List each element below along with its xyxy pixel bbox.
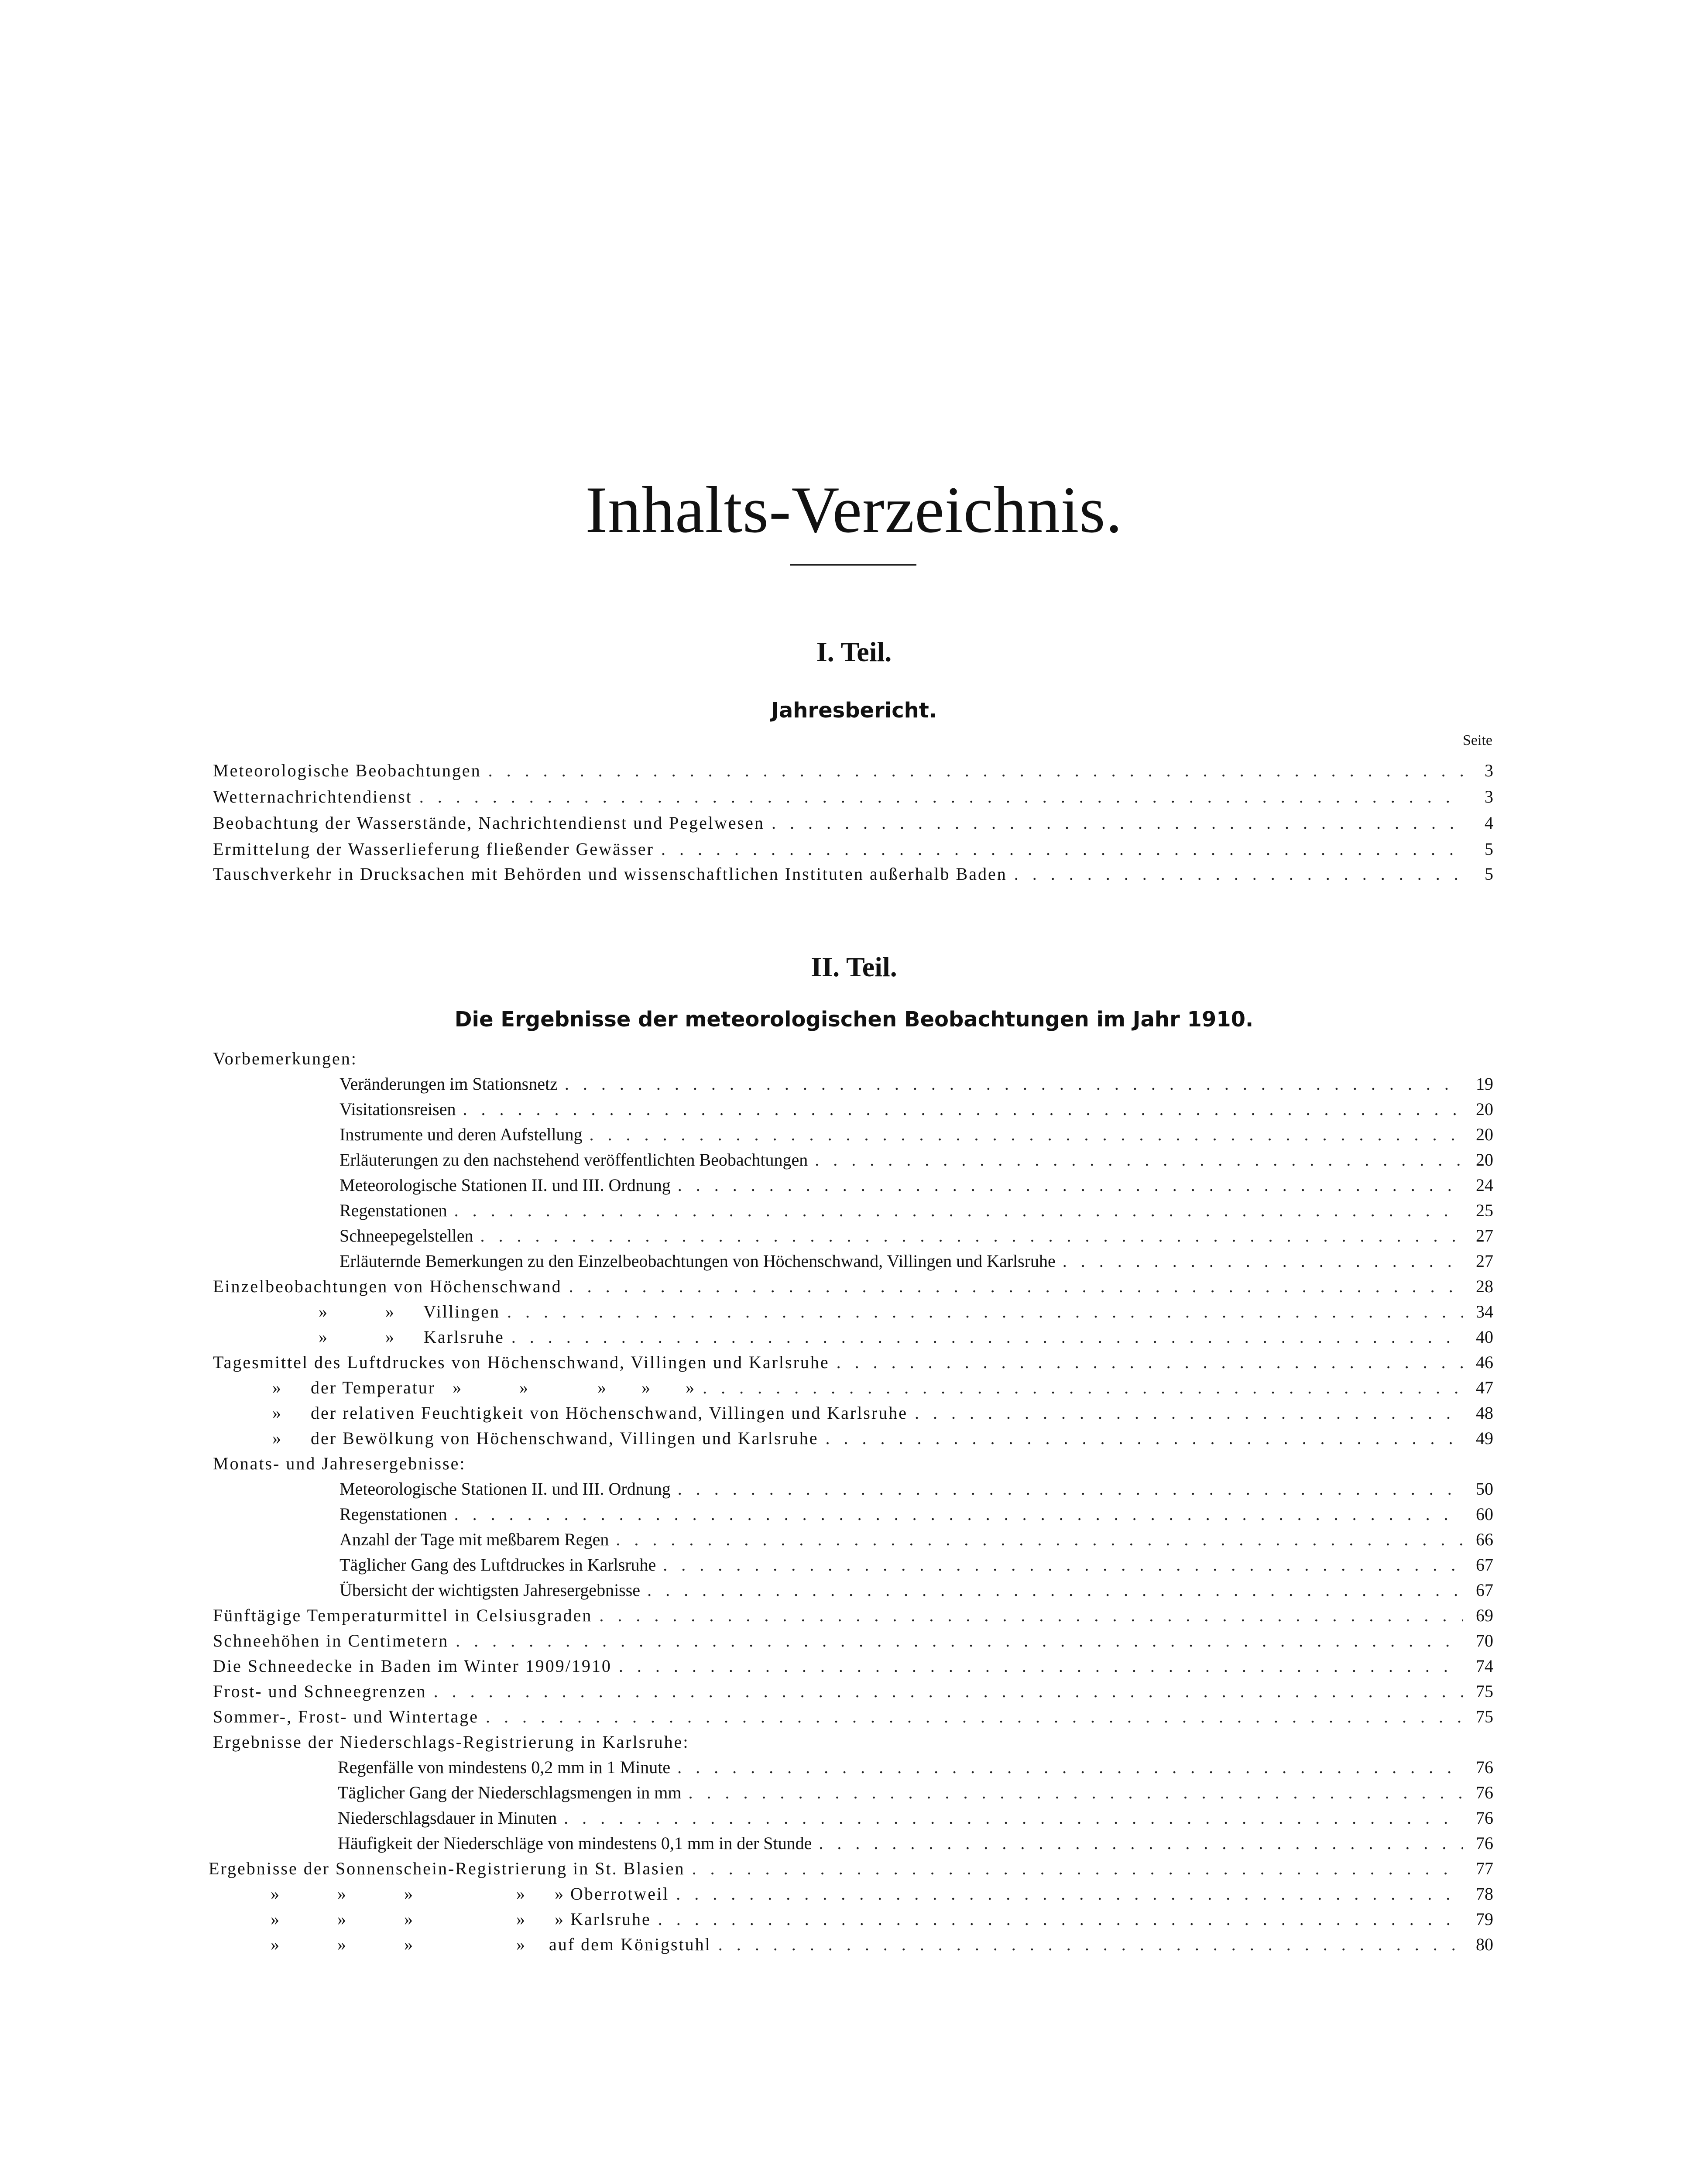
toc-group-heading bbox=[213, 1451, 1493, 1476]
part1-heading: I. Teil. bbox=[816, 636, 892, 667]
toc-entry-label: Veränderungen im Stationsnetz bbox=[340, 1074, 558, 1094]
toc-entry-label: Regenstationen bbox=[340, 1504, 447, 1524]
toc-entry-page: 74 bbox=[1476, 1656, 1493, 1676]
toc-entry-page: 46 bbox=[1476, 1352, 1493, 1372]
toc-entry-label: Wetternachrichtendienst bbox=[213, 787, 412, 806]
toc-entry-label: Täglicher Gang des Luftdruckes in Karlsruhe bbox=[340, 1555, 656, 1575]
toc-entry bbox=[272, 1376, 1493, 1400]
toc-entry-page: 5 bbox=[1485, 864, 1493, 884]
dot-leader bbox=[692, 1856, 1463, 1881]
toc-entry bbox=[340, 1122, 1493, 1147]
toc-entry-page: 75 bbox=[1476, 1707, 1493, 1726]
toc-entry-page: 47 bbox=[1476, 1378, 1493, 1397]
toc-entry bbox=[338, 1755, 1493, 1780]
toc-entry-label: Instrumente und deren Aufstellung bbox=[340, 1125, 583, 1144]
toc-entry-label: Ermittelung der Wasserlieferung fließender Gewässer bbox=[213, 839, 654, 859]
toc-entry bbox=[319, 1325, 1493, 1349]
toc-entry-label: Sommer-, Frost- und Wintertage bbox=[213, 1707, 479, 1726]
toc-entry bbox=[338, 1781, 1493, 1805]
toc-entry-page: 34 bbox=[1476, 1302, 1493, 1321]
dot-leader bbox=[819, 1831, 1463, 1856]
toc-entry-label: » » » » » Karlsruhe bbox=[271, 1909, 651, 1929]
dot-leader bbox=[619, 1654, 1463, 1678]
seite-label: Seite bbox=[1463, 732, 1492, 748]
dot-leader bbox=[486, 1705, 1463, 1729]
toc-entry bbox=[340, 1148, 1493, 1172]
toc-entry-label: Einzelbeobachtungen von Höchenschwand bbox=[213, 1276, 562, 1296]
dot-leader bbox=[676, 1882, 1463, 1906]
toc-entry bbox=[340, 1553, 1493, 1577]
toc-entry-label: » » Karlsruhe bbox=[319, 1327, 504, 1347]
dot-leader bbox=[689, 1781, 1463, 1805]
dot-leader bbox=[564, 1806, 1463, 1830]
dot-leader bbox=[463, 1097, 1463, 1122]
dot-leader bbox=[454, 1198, 1463, 1223]
toc-entry bbox=[213, 837, 1493, 861]
toc-entry bbox=[213, 862, 1493, 886]
toc-entry bbox=[271, 1932, 1493, 1957]
toc-entry-label: Schneehöhen in Centimetern bbox=[213, 1631, 449, 1650]
toc-entry-page: 70 bbox=[1476, 1631, 1493, 1650]
dot-leader bbox=[772, 811, 1463, 835]
dot-leader bbox=[616, 1527, 1463, 1552]
toc-entry-label: Beobachtung der Wasserstände, Nachrichtendienst und Pegelwesen bbox=[213, 813, 765, 833]
toc-group-heading bbox=[213, 1730, 1493, 1754]
toc-entry-page: 24 bbox=[1476, 1175, 1493, 1195]
toc-entry-page: 67 bbox=[1476, 1580, 1493, 1600]
toc-entry-label: Täglicher Gang der Niederschlagsmengen in mm bbox=[338, 1783, 682, 1802]
page-title: Inhalts-Verzeichnis. bbox=[585, 473, 1123, 546]
toc-entry-page: 3 bbox=[1485, 761, 1493, 780]
toc-entry-page: 50 bbox=[1476, 1479, 1493, 1499]
dot-leader bbox=[488, 758, 1463, 783]
dot-leader bbox=[703, 1376, 1463, 1400]
toc-entry-label: Ergebnisse der Niederschlags-Registrierung in Karlsruhe: bbox=[213, 1732, 689, 1752]
toc-entry-page: 49 bbox=[1476, 1428, 1493, 1448]
toc-entry-label: Schneepegelstellen bbox=[340, 1226, 473, 1245]
toc-entry-label: » der Temperatur » » » » » bbox=[272, 1378, 696, 1397]
toc-entry-label: Übersicht der wichtigsten Jahresergebnisse bbox=[340, 1580, 641, 1600]
toc-entry bbox=[340, 1249, 1493, 1273]
toc-entry-page: 67 bbox=[1476, 1555, 1493, 1575]
dot-leader bbox=[599, 1603, 1463, 1628]
toc-entry-label: Meteorologische Beobachtungen bbox=[213, 761, 481, 780]
toc-entry-label: Erläuterungen zu den nachstehend veröffentlichten Beobachtungen bbox=[340, 1150, 808, 1170]
toc-entry bbox=[338, 1806, 1493, 1830]
toc-entry bbox=[213, 1350, 1493, 1375]
toc-entry bbox=[340, 1578, 1493, 1602]
toc-entry-label: Meteorologische Stationen II. und III. Ordnung bbox=[340, 1175, 671, 1195]
toc-entry bbox=[213, 1629, 1493, 1653]
part2-heading: II. Teil. bbox=[811, 951, 897, 982]
toc-entry-page: 79 bbox=[1476, 1909, 1493, 1929]
toc-entry bbox=[272, 1401, 1493, 1425]
toc-entry-page: 19 bbox=[1476, 1074, 1493, 1094]
toc-entry-page: 76 bbox=[1476, 1783, 1493, 1802]
dot-leader bbox=[507, 1300, 1463, 1324]
toc-entry-page: 66 bbox=[1476, 1530, 1493, 1549]
toc-entry-page: 25 bbox=[1476, 1201, 1493, 1220]
toc-entry bbox=[271, 1882, 1493, 1906]
toc-entry bbox=[340, 1198, 1493, 1223]
toc-entry-page: 3 bbox=[1485, 787, 1493, 806]
toc-entry-page: 80 bbox=[1476, 1935, 1493, 1954]
toc-entry bbox=[213, 1705, 1493, 1729]
toc-entry-page: 69 bbox=[1476, 1606, 1493, 1625]
toc-entry-page: 48 bbox=[1476, 1403, 1493, 1423]
dot-leader bbox=[590, 1122, 1463, 1147]
toc-entry-page: 5 bbox=[1485, 839, 1493, 859]
dot-leader bbox=[677, 1755, 1463, 1780]
toc-entry-page: 76 bbox=[1476, 1833, 1493, 1853]
toc-entry bbox=[340, 1097, 1493, 1122]
toc-entry bbox=[340, 1072, 1493, 1096]
toc-entry-label: Erläuternde Bemerkungen zu den Einzelbeobachtungen von Höchenschwand, Villingen und Karlsruhe bbox=[340, 1251, 1056, 1271]
dot-leader bbox=[454, 1502, 1463, 1527]
toc-entry bbox=[338, 1831, 1493, 1856]
toc-entry-page: 20 bbox=[1476, 1150, 1493, 1170]
toc-entry-label: Tagesmittel des Luftdruckes von Höchenschwand, Villingen und Karlsruhe bbox=[213, 1352, 830, 1372]
toc-entry bbox=[213, 758, 1493, 783]
toc-entry bbox=[340, 1527, 1493, 1552]
toc-entry bbox=[340, 1173, 1493, 1197]
toc-entry bbox=[213, 1274, 1493, 1299]
toc-entry-page: 27 bbox=[1476, 1226, 1493, 1245]
dot-leader bbox=[915, 1401, 1463, 1425]
toc-entry bbox=[340, 1224, 1493, 1248]
dot-leader bbox=[678, 1173, 1463, 1197]
toc-group-heading bbox=[213, 1046, 1493, 1071]
toc-entry-label: Regenstationen bbox=[340, 1201, 447, 1220]
toc-entry bbox=[340, 1477, 1493, 1501]
toc-entry-label: Vorbemerkungen: bbox=[213, 1049, 357, 1068]
toc-entry bbox=[213, 1603, 1493, 1628]
toc-entry-label: Häufigkeit der Niederschläge von mindestens 0,1 mm in der Stunde bbox=[338, 1833, 812, 1853]
toc-entry-label: Tauschverkehr in Drucksachen mit Behörden und wissenschaftlichen Instituten außerhalb Baden bbox=[213, 864, 1007, 884]
toc-entry bbox=[213, 1654, 1493, 1678]
dot-leader bbox=[569, 1274, 1463, 1299]
dot-leader bbox=[565, 1072, 1463, 1096]
dot-leader bbox=[434, 1679, 1463, 1704]
toc-entry bbox=[209, 1856, 1493, 1881]
toc-entry-label: » » Villingen bbox=[319, 1302, 500, 1321]
toc-entry-label: Anzahl der Tage mit meßbarem Regen bbox=[340, 1530, 609, 1549]
dot-leader bbox=[826, 1426, 1463, 1451]
toc-entry bbox=[213, 785, 1493, 809]
dot-leader bbox=[837, 1350, 1463, 1375]
toc-entry-page: 76 bbox=[1476, 1757, 1493, 1777]
toc-entry-label: » » » » auf dem Königstuhl bbox=[271, 1935, 711, 1954]
toc-entry-label: Frost- und Schneegrenzen bbox=[213, 1681, 427, 1701]
toc-entry-page: 20 bbox=[1476, 1099, 1493, 1119]
toc-entry bbox=[340, 1502, 1493, 1527]
toc-entry bbox=[271, 1907, 1493, 1932]
toc-entry-page: 60 bbox=[1476, 1504, 1493, 1524]
part1-subheading: Jahresbericht. bbox=[771, 698, 937, 723]
toc-entry bbox=[319, 1300, 1493, 1324]
toc-entry-page: 40 bbox=[1476, 1327, 1493, 1347]
toc-entry-page: 75 bbox=[1476, 1681, 1493, 1701]
dot-leader bbox=[815, 1148, 1463, 1172]
toc-entry bbox=[213, 811, 1493, 835]
toc-entry-label: Regenfälle von mindestens 0,2 mm in 1 Minute bbox=[338, 1757, 671, 1777]
toc-entry-label: Meteorologische Stationen II. und III. Ordnung bbox=[340, 1479, 671, 1499]
toc-entry-page: 76 bbox=[1476, 1808, 1493, 1828]
dot-leader bbox=[678, 1477, 1463, 1501]
dot-leader bbox=[718, 1932, 1463, 1957]
toc-entry-page: 78 bbox=[1476, 1884, 1493, 1904]
toc-entry-label: Niederschlagsdauer in Minuten bbox=[338, 1808, 557, 1828]
dot-leader bbox=[658, 1907, 1463, 1932]
dot-leader bbox=[1014, 862, 1463, 886]
dot-leader bbox=[419, 785, 1463, 809]
dot-leader bbox=[511, 1325, 1463, 1349]
toc-entry-label: Monats- und Jahresergebnisse: bbox=[213, 1454, 466, 1473]
dot-leader bbox=[480, 1224, 1463, 1248]
toc-entry-page: 20 bbox=[1476, 1125, 1493, 1144]
toc-entry-page: 77 bbox=[1476, 1859, 1493, 1878]
dot-leader bbox=[663, 1553, 1463, 1577]
toc-entry-page: 28 bbox=[1476, 1276, 1493, 1296]
toc-entry-label: Ergebnisse der Sonnenschein-Registrierung in St. Blasien bbox=[209, 1859, 685, 1878]
toc-entry-page: 27 bbox=[1476, 1251, 1493, 1271]
toc-entry-label: » » » » » Oberrotweil bbox=[271, 1884, 669, 1904]
dot-leader bbox=[661, 837, 1463, 861]
toc-entry-page: 4 bbox=[1485, 813, 1493, 833]
toc-entry-label: » der relativen Feuchtigkeit von Höchenschwand, Villingen und Karlsruhe bbox=[272, 1403, 908, 1423]
toc-entry-label: Fünftägige Temperaturmittel in Celsiusgraden bbox=[213, 1606, 593, 1625]
dot-leader bbox=[647, 1578, 1463, 1602]
dot-leader bbox=[456, 1629, 1463, 1653]
toc-entry bbox=[272, 1426, 1493, 1451]
toc-entry-label: Die Schneedecke in Baden im Winter 1909/1910 bbox=[213, 1656, 612, 1676]
part2-subheading: Die Ergebnisse der meteorologischen Beobachtungen im Jahr 1910. bbox=[454, 1007, 1254, 1032]
toc-entry bbox=[213, 1679, 1493, 1704]
dot-leader bbox=[1063, 1249, 1463, 1273]
toc-entry-label: Visitationsreisen bbox=[340, 1099, 456, 1119]
toc-entry-label: » der Bewölkung von Höchenschwand, Villingen und Karlsruhe bbox=[272, 1428, 819, 1448]
